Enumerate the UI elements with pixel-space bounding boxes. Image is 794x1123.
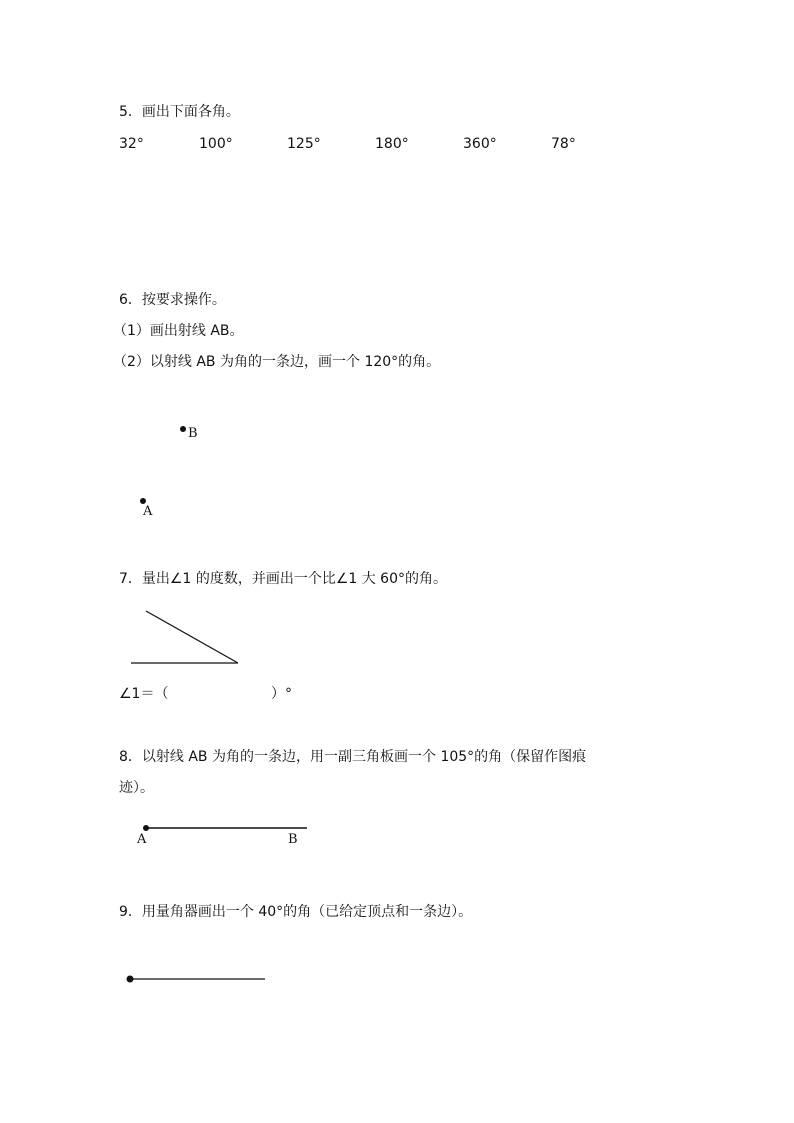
ray-ab-label-a: A	[137, 832, 147, 847]
point-a-label: A	[143, 504, 153, 519]
point-b-label: B	[188, 426, 198, 441]
question-6-sub2: （2）以射线 AB 为角的一条边，画一个 120°的角。	[113, 354, 441, 370]
angle-1-answer-suffix: ）°	[271, 686, 292, 702]
question-8-text-line1: 8．以射线 AB 为角的一条边，用一副三角板画一个 105°的角（保留作图痕	[119, 749, 587, 765]
angle-value-3: 125°	[287, 136, 321, 152]
question-5-text: 5．画出下面各角。	[119, 104, 240, 120]
ray-ab-label-b: B	[288, 832, 298, 847]
angle-value-5: 360°	[463, 136, 497, 152]
question-6-sub1: （1）画出射线 AB。	[113, 323, 244, 339]
angle-value-1: 32°	[119, 136, 144, 152]
question-6-text: 6．按要求操作。	[119, 292, 226, 308]
angle-1-answer-prefix: ∠1＝（	[119, 686, 169, 702]
question-7-text: 7．量出∠1 的度数，并画出一个比∠1 大 60°的角。	[119, 571, 447, 587]
question-9-text: 9．用量角器画出一个 40°的角（已给定顶点和一条边）。	[119, 904, 473, 920]
angle-value-6: 78°	[551, 136, 576, 152]
question-8-text-line2: 迹）。	[119, 780, 154, 796]
angle-value-2: 100°	[199, 136, 233, 152]
angle-value-4: 180°	[375, 136, 409, 152]
vertex-dot	[127, 976, 134, 983]
